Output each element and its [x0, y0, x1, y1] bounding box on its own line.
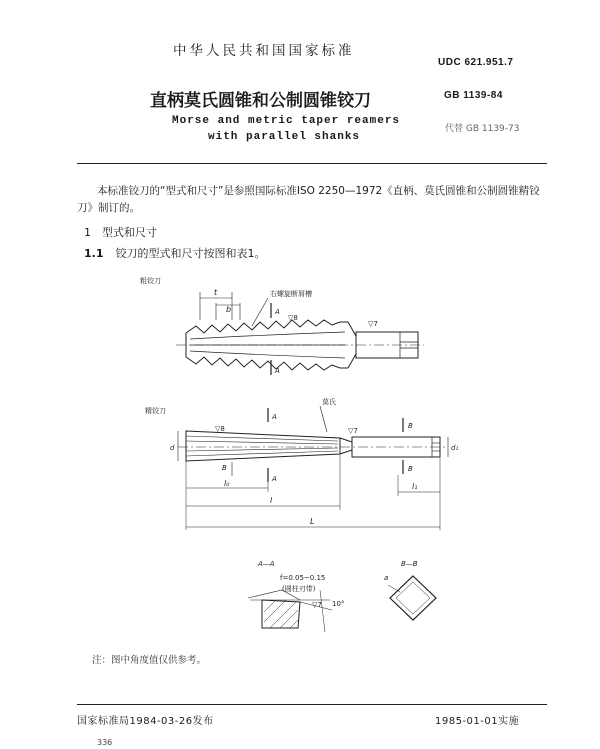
dim-L: L — [310, 517, 315, 526]
document-title-en-line2: with parallel shanks — [208, 131, 361, 143]
dim-t: t — [214, 288, 218, 297]
section-1-heading: 1 型式和尺寸 — [84, 226, 157, 239]
udc-code: UDC 621.951.7 — [438, 57, 514, 68]
fine-reamer-label: 精铰刀 — [145, 407, 166, 415]
section-aa-detail — [248, 560, 344, 632]
section-1-1-text: 铰刀的型式和尺寸按图和表1。 — [115, 247, 266, 260]
dim-d: d — [170, 444, 175, 452]
angle-10: 10° — [332, 600, 345, 608]
section-a-bottom: A — [275, 367, 280, 375]
section-a-fine-top: A — [272, 413, 277, 421]
section-aa-label: A—A — [258, 560, 275, 568]
figure-note: 注：图中角度值仅供参考。 — [92, 655, 207, 666]
dim-l1: l₁ — [412, 482, 418, 491]
finish-mark-aa: ▽7 — [312, 601, 322, 609]
rough-reamer — [176, 288, 424, 375]
land-dim: f=0.05~0.15 — [280, 574, 326, 582]
fine-reamer — [170, 397, 458, 530]
finish-mark-rough-shank: ▽7 — [368, 320, 378, 328]
standard-name: 中华人民共和国国家标准 — [173, 43, 355, 59]
finish-mark-fine-shank: ▽7 — [348, 427, 358, 435]
dim-l0: l₀ — [224, 479, 230, 488]
section-1-1-number: 1.1 — [84, 247, 104, 260]
spiral-groove-label: 右螺旋断屑槽 — [270, 290, 312, 298]
section-b-top: B — [408, 422, 413, 430]
gb-code: GB 1139-84 — [444, 90, 503, 101]
footer-divider — [77, 704, 547, 705]
tip-note: 莫氏 — [322, 398, 336, 406]
dim-b: b — [226, 305, 232, 314]
rough-reamer-label: 粗铰刀 — [140, 277, 161, 285]
replaces-standard: 代替 GB 1139-73 — [445, 124, 520, 134]
effective-date: 1985-01-01实施 — [435, 716, 520, 727]
section-b-bottom: B — [408, 465, 413, 473]
finish-mark-fine: ▽8 — [215, 425, 225, 433]
finish-mark-rough: ▽8 — [288, 314, 298, 322]
section-b-body: B — [222, 464, 227, 472]
dim-d1: d₁ — [451, 444, 459, 452]
section-bb-detail — [384, 560, 436, 620]
dim-l: l — [270, 496, 273, 505]
section-a-top: A — [275, 308, 280, 316]
section-a-fine-bottom: A — [272, 475, 277, 483]
page-number: 336 — [97, 738, 113, 747]
document-title-cn: 直柄莫氏圆锥和公制圆锥铰刀 — [150, 91, 371, 111]
dim-a: a — [384, 574, 389, 582]
document-title-en-line1: Morse and metric taper reamers — [172, 115, 401, 127]
section-bb-label: B—B — [401, 560, 418, 568]
land-label: (圆柱刃带) — [282, 585, 316, 593]
intro-text: 本标准铰刀的“型式和尺寸”是参照国际标准ISO 2250—1972《直柄、莫氏圆锥和公制圆锥精铰刀》制订的。 — [77, 185, 540, 214]
issue-date: 国家标准局1984-03-26发布 — [77, 716, 214, 727]
